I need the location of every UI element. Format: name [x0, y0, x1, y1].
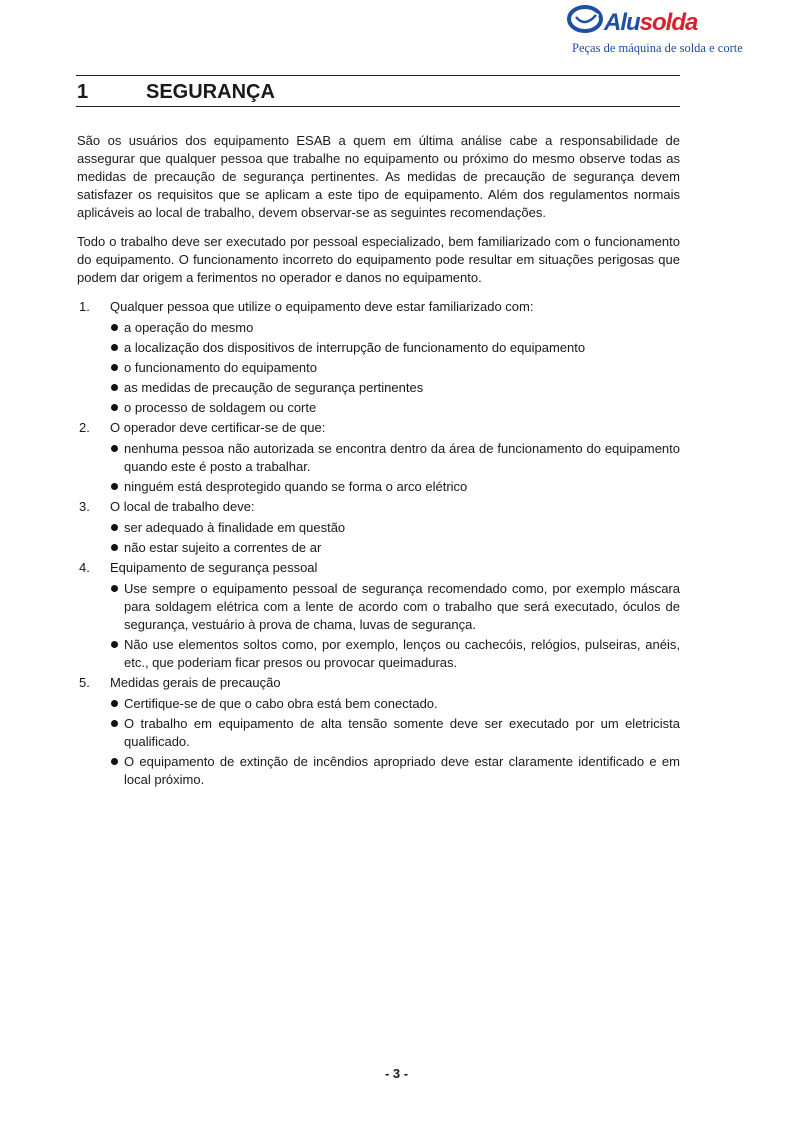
item-number: 3. [79, 499, 90, 514]
bullet-text: ninguém está desprotegido quando se forma o arco elétrico [124, 479, 468, 494]
bullet-icon [111, 324, 118, 331]
bullet-list [110, 695, 680, 789]
brand-tagline: Peças de máquina de solda e corte [572, 41, 743, 55]
bullet-icon [111, 384, 118, 391]
qualification-paragraph: Todo o trabalho deve ser executado por pessoal especializado, bem familiarizado com o funcionamento do equipamento. O funcionamento incorreto do equipamento pode resultar em situações perigosas que podem dar origem a ferimentos no operador e danos no equipamento. [77, 234, 680, 285]
bullet-item [110, 519, 680, 537]
list-item [77, 559, 680, 672]
bullet-text: o funcionamento do equipamento [124, 360, 317, 375]
page-number: - 3 - [384, 1066, 409, 1081]
swoosh-icon [566, 4, 606, 40]
bullet-text: o processo de soldagem ou corte [124, 400, 317, 415]
heading-top-rule [76, 75, 680, 76]
bullet-item [110, 478, 680, 496]
list-item [77, 498, 680, 557]
list-item [77, 674, 680, 789]
bullet-icon [111, 544, 118, 551]
bullet-icon [111, 758, 118, 765]
item-number: 2. [79, 420, 90, 435]
bullet-item [110, 339, 680, 357]
bullet-text: O trabalho em equipamento de alta tensão somente deve ser executado por um eletricista qualificado. [124, 716, 680, 749]
list-item [77, 419, 680, 496]
bullet-icon [111, 404, 118, 411]
brand-logo [566, 4, 743, 56]
bullet-item [110, 539, 680, 557]
section-heading [77, 80, 275, 104]
bullet-item [110, 753, 680, 789]
item-title: Equipamento de segurança pessoal [110, 560, 318, 575]
bullet-text: ser adequado à finalidade em questão [124, 520, 346, 535]
section-number: 1 [77, 81, 89, 103]
bullet-text: a localização dos dispositivos de interrupção de funcionamento do equipamento [124, 340, 586, 355]
bullet-item [110, 636, 680, 672]
intro-paragraph: São os usuários dos equipamento ESAB a quem em última análise cabe a responsabilidade de assegurar que qualquer pessoa que trabalhe no equipamento ou próximo do mesmo observe todas as medidas de precaução de segurança pertinentes. As medidas de precaução de segurança devem satisfazer os requisitos que se aplicam a este tipo de equipamento. Além dos regulamentos normais aplicáveis ao local de trabalho, devem observar-se as seguintes recomendações. [77, 133, 680, 220]
item-title: O local de trabalho deve: [110, 499, 255, 514]
bullet-item [110, 695, 680, 713]
bullet-item [110, 580, 680, 634]
bullet-icon [111, 585, 118, 592]
bullet-list [110, 440, 680, 496]
item-title: O operador deve certificar-se de que: [110, 420, 326, 435]
bullet-icon [111, 720, 118, 727]
bullet-item [110, 399, 680, 417]
bullet-item [110, 359, 680, 377]
bullet-icon [111, 641, 118, 648]
list-item [77, 298, 680, 417]
bullet-text: Use sempre o equipamento pessoal de segurança recomendado como, por exemplo máscara para soldagem elétrica com a lente de acordo com o trabalho que será executado, óculos de segurança, vestuário à prova de chama, luvas de segurança. [124, 581, 680, 632]
bullet-text: Não use elementos soltos como, por exemplo, lenços ou cachecóis, relógios, pulseiras, anéis, etc., que poderiam ficar presos ou provocar queimaduras. [124, 637, 680, 670]
heading-bottom-rule [76, 106, 680, 107]
bullet-text: não estar sujeito a correntes de ar [124, 540, 322, 555]
item-number: 4. [79, 560, 90, 575]
bullet-item [110, 715, 680, 751]
bullet-list [110, 580, 680, 672]
bullet-icon [111, 364, 118, 371]
bullet-icon [111, 445, 118, 452]
bullet-item [110, 440, 680, 476]
precaution-list [77, 298, 680, 789]
item-number: 5. [79, 675, 90, 690]
bullet-text: nenhuma pessoa não autorizada se encontra dentro da área de funcionamento do equipamento quando este é posto a trabalhar. [124, 441, 680, 474]
document-body [77, 132, 680, 791]
bullet-list [110, 319, 680, 417]
bullet-item [110, 379, 680, 397]
bullet-icon [111, 700, 118, 707]
bullet-text: a operação do mesmo [124, 320, 254, 335]
section-title: SEGURANÇA [146, 81, 275, 103]
brand-name-part2: solda [639, 9, 698, 36]
bullet-item [110, 319, 680, 337]
bullet-icon [111, 483, 118, 490]
bullet-text: Certifique-se de que o cabo obra está bem conectado. [124, 696, 438, 711]
item-title: Qualquer pessoa que utilize o equipamento deve estar familiarizado com: [110, 299, 534, 314]
bullet-text: O equipamento de extinção de incêndios apropriado deve estar claramente identificado e em local próximo. [124, 754, 680, 787]
brand-name-part1: Alu [604, 9, 640, 36]
bullet-text: as medidas de precaução de segurança pertinentes [124, 380, 424, 395]
brand-name [604, 9, 697, 37]
bullet-list [110, 519, 680, 557]
bullet-icon [111, 344, 118, 351]
bullet-icon [111, 524, 118, 531]
item-title: Medidas gerais de precaução [110, 675, 281, 690]
item-number: 1. [79, 299, 90, 314]
